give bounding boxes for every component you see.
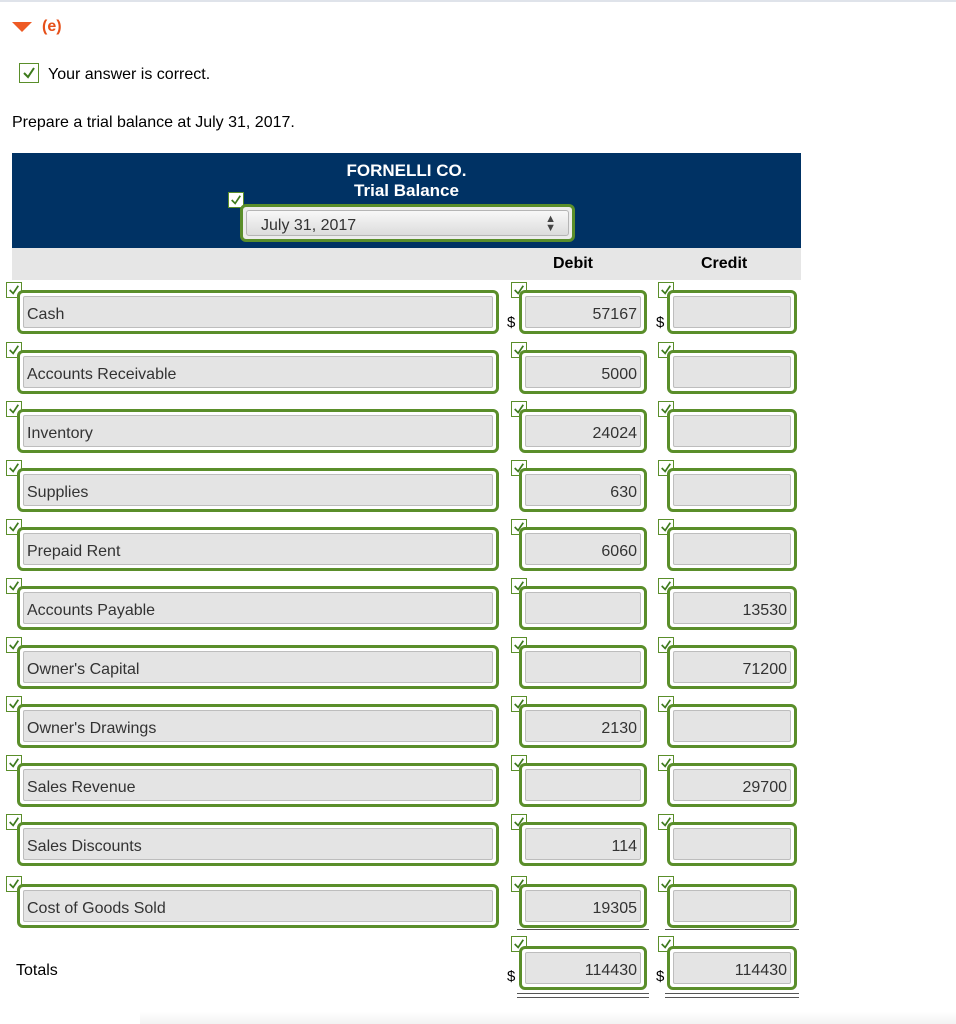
debit-field-inner xyxy=(525,415,641,447)
debit-field-value: 24024 xyxy=(592,425,637,442)
account-field-inner xyxy=(23,592,493,624)
debit-field[interactable] xyxy=(519,822,647,866)
debit-field-inner xyxy=(525,592,641,624)
credit-column-header: Credit xyxy=(701,255,748,272)
account-field[interactable] xyxy=(17,586,499,630)
result-message: Your answer is correct. xyxy=(48,66,211,83)
total-debit-field[interactable] xyxy=(519,946,647,990)
debit-field-inner xyxy=(525,710,641,742)
account-field-inner xyxy=(23,415,493,447)
credit-field[interactable] xyxy=(667,763,797,807)
debit-field-inner xyxy=(525,769,641,801)
credit-field[interactable] xyxy=(667,645,797,689)
debit-field-value: 114 xyxy=(611,838,637,855)
debit-field-value: 5000 xyxy=(601,366,637,383)
credit-field[interactable] xyxy=(667,290,797,334)
account-field-inner xyxy=(23,769,493,801)
account-field[interactable] xyxy=(17,822,499,866)
credit-field-inner xyxy=(673,415,791,447)
debit-field[interactable] xyxy=(519,409,647,453)
debit-subtotal-rule xyxy=(517,929,649,930)
instruction-text: Prepare a trial balance at July 31, 2017. xyxy=(12,114,295,131)
totals-label: Totals xyxy=(16,962,58,979)
date-select-value: July 31, 2017 xyxy=(261,217,357,234)
account-field-value: Prepaid Rent xyxy=(27,543,121,560)
account-field[interactable] xyxy=(17,704,499,748)
account-field-value: Accounts Receivable xyxy=(27,366,177,383)
account-field[interactable] xyxy=(17,290,499,334)
credit-dollar-sign: $ xyxy=(656,314,665,331)
debit-field-value: 630 xyxy=(610,484,637,501)
credit-field-value: 71200 xyxy=(742,661,787,678)
debit-field[interactable] xyxy=(519,527,647,571)
credit-field[interactable] xyxy=(667,884,797,928)
credit-field-inner xyxy=(673,828,791,860)
total-debit-field-value: 114430 xyxy=(584,962,637,979)
credit-field-inner xyxy=(673,890,791,922)
credit-field[interactable] xyxy=(667,527,797,571)
debit-field-value: 6060 xyxy=(601,543,637,560)
total-credit-field-inner xyxy=(673,952,791,984)
account-field-value: Cash xyxy=(27,306,65,323)
debit-field-inner xyxy=(525,356,641,388)
debit-field-value: 19305 xyxy=(592,900,637,917)
credit-field-value: 29700 xyxy=(742,779,787,796)
section-label: (e) xyxy=(42,18,62,35)
select-arrows-icon: ▲ ▼ xyxy=(545,213,556,234)
debit-field[interactable] xyxy=(519,350,647,394)
credit-field-inner xyxy=(673,533,791,565)
credit-field[interactable] xyxy=(667,822,797,866)
credit-field-inner xyxy=(673,769,791,801)
account-field-value: Sales Discounts xyxy=(27,838,142,855)
debit-column-header: Debit xyxy=(553,255,593,272)
debit-field-inner xyxy=(525,533,641,565)
debit-field-inner xyxy=(525,890,641,922)
credit-subtotal-rule xyxy=(665,929,799,930)
account-field-value: Accounts Payable xyxy=(27,602,156,619)
date-select[interactable] xyxy=(240,204,575,242)
credit-field-inner xyxy=(673,592,791,624)
credit-field-inner xyxy=(673,356,791,388)
credit-field[interactable] xyxy=(667,468,797,512)
account-field-value: Inventory xyxy=(27,425,93,442)
column-header-row xyxy=(12,248,801,280)
debit-field-value: 57167 xyxy=(592,306,637,323)
account-field-inner xyxy=(23,474,493,506)
caret-down-icon[interactable] xyxy=(12,22,32,32)
total-credit-field[interactable] xyxy=(667,946,797,990)
credit-field[interactable] xyxy=(667,350,797,394)
account-field-inner xyxy=(23,296,493,328)
debit-field[interactable] xyxy=(519,468,647,512)
credit-field-inner xyxy=(673,710,791,742)
debit-total-double-rule xyxy=(517,997,649,998)
credit-total-double-rule xyxy=(665,997,799,998)
account-field[interactable] xyxy=(17,468,499,512)
credit-total-double-rule xyxy=(665,993,799,994)
account-field-value: Sales Revenue xyxy=(27,779,136,796)
account-field-inner xyxy=(23,533,493,565)
account-field-inner xyxy=(23,710,493,742)
account-field[interactable] xyxy=(17,763,499,807)
top-divider xyxy=(0,0,956,2)
account-field-inner xyxy=(23,356,493,388)
credit-field-inner xyxy=(673,474,791,506)
debit-field-inner xyxy=(525,651,641,683)
company-name: FORNELLI CO. xyxy=(346,161,467,180)
account-field-value: Supplies xyxy=(27,484,89,501)
account-field[interactable] xyxy=(17,527,499,571)
section-header[interactable] xyxy=(12,16,62,38)
debit-field[interactable] xyxy=(519,704,647,748)
credit-field-inner xyxy=(673,651,791,683)
bottom-shade xyxy=(140,1012,956,1024)
debit-field[interactable] xyxy=(519,645,647,689)
correct-check-icon xyxy=(19,63,39,83)
account-field-value: Owner's Capital xyxy=(27,661,140,678)
debit-field-inner xyxy=(525,474,641,506)
account-field[interactable] xyxy=(17,645,499,689)
total-credit-dollar-sign: $ xyxy=(656,968,665,985)
account-field-value: Owner's Drawings xyxy=(27,720,157,737)
credit-field[interactable] xyxy=(667,704,797,748)
account-field-inner xyxy=(23,890,493,922)
account-field[interactable] xyxy=(17,884,499,928)
account-field-inner xyxy=(23,828,493,860)
credit-field-value: 13530 xyxy=(742,602,787,619)
total-debit-field-inner xyxy=(525,952,641,984)
account-field[interactable] xyxy=(17,350,499,394)
credit-field-inner xyxy=(673,296,791,328)
debit-dollar-sign: $ xyxy=(507,314,516,331)
debit-total-double-rule xyxy=(517,993,649,994)
credit-field[interactable] xyxy=(667,586,797,630)
total-debit-dollar-sign: $ xyxy=(507,968,516,985)
debit-field[interactable] xyxy=(519,763,647,807)
debit-field-inner xyxy=(525,828,641,860)
debit-field[interactable] xyxy=(519,290,647,334)
account-field-value: Cost of Goods Sold xyxy=(27,900,166,917)
debit-field-inner xyxy=(525,296,641,328)
debit-field-value: 2130 xyxy=(601,720,637,737)
credit-field[interactable] xyxy=(667,409,797,453)
account-field[interactable] xyxy=(17,409,499,453)
debit-field[interactable] xyxy=(519,586,647,630)
total-credit-field-value: 114430 xyxy=(734,962,787,979)
account-field-inner xyxy=(23,651,493,683)
debit-field[interactable] xyxy=(519,884,647,928)
statement-title: Trial Balance xyxy=(354,181,459,200)
